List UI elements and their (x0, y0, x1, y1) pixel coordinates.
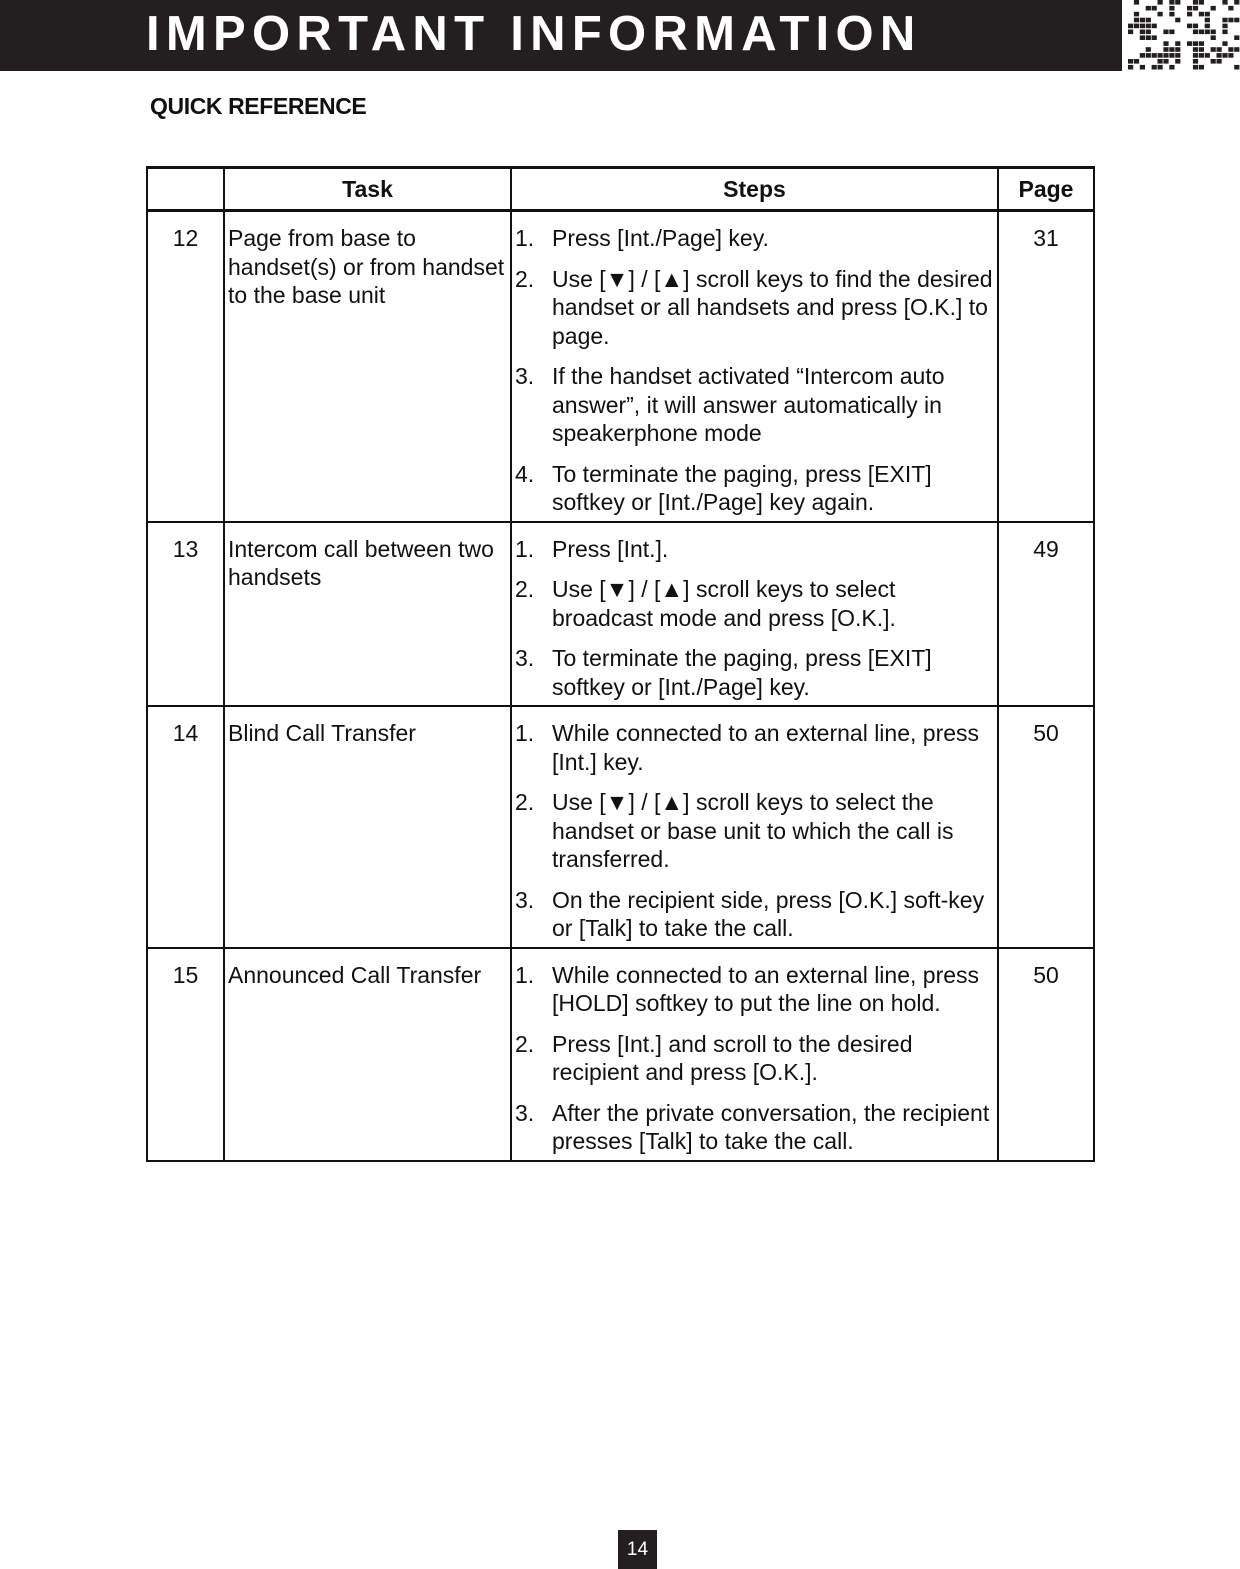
step-item (515, 961, 993, 1018)
step-number: 3. (515, 645, 535, 671)
step-text: Press [Int.]. (552, 535, 669, 562)
step-number: 4. (515, 460, 535, 487)
page-number: 14 (618, 1530, 657, 1569)
table-row (147, 211, 1094, 522)
header-title: IMPORTANT INFORMATION (146, 7, 922, 61)
header-number (147, 168, 224, 211)
step-number: 2. (515, 265, 535, 292)
row-steps (511, 948, 998, 1161)
step-item (515, 460, 993, 517)
row-steps (511, 706, 998, 948)
row-page: 50 (998, 948, 1094, 1161)
table-body (147, 211, 1094, 1161)
step-item (515, 362, 993, 448)
step-item (515, 644, 993, 701)
step-item (515, 535, 993, 564)
step-text: Press [Int.] and scroll to the desired recipient and press [O.K.]. (552, 1030, 913, 1085)
step-number: 2. (515, 1030, 535, 1057)
step-text: Press [Int./Page] key. (552, 225, 769, 251)
section-title: QUICK REFERENCE (150, 93, 367, 119)
step-number: 1. (515, 961, 535, 988)
step-text: On the recipient side, press [O.K.] soft-key or [Talk] to take the call. (552, 886, 985, 941)
header-banner (0, 0, 1122, 71)
row-number: 13 (147, 522, 224, 707)
row-task: Blind Call Transfer (224, 706, 511, 948)
quick-reference-table (146, 166, 1095, 1162)
table-row (147, 948, 1094, 1161)
row-page: 49 (998, 522, 1094, 707)
step-text: If the handset activated “Intercom auto answer”, it will answer automatically in speakerphone mode (552, 363, 945, 446)
step-text: Use [▼] / [▲] scroll keys to select the handset or base unit to which the call is transferred. (552, 789, 954, 872)
step-number: 3. (515, 1099, 535, 1126)
decorative-pattern-icon (1128, 0, 1240, 71)
step-number: 1. (515, 225, 535, 251)
row-steps (511, 522, 998, 707)
step-text: While connected to an external line, press [Int.] key. (552, 720, 980, 775)
row-task: Intercom call between two handsets (224, 522, 511, 707)
row-task: Page from base to handset(s) or from handset to the base unit (224, 211, 511, 522)
row-number: 14 (147, 706, 224, 948)
header-page: Page (998, 168, 1094, 211)
step-text: While connected to an external line, press [HOLD] softkey to put the line on hold. (552, 961, 980, 1016)
header-steps: Steps (511, 168, 998, 211)
row-number: 15 (147, 948, 224, 1161)
step-number: 2. (515, 576, 535, 602)
step-text: Use [▼] / [▲] scroll keys to find the desired handset or all handsets and press [O.K.] to page. (552, 265, 993, 349)
step-item (515, 224, 993, 253)
step-item (515, 886, 993, 943)
step-text: Use [▼] / [▲] scroll keys to select broadcast mode and press [O.K.]. (552, 576, 896, 631)
table-row (147, 706, 1094, 948)
row-task: Announced Call Transfer (224, 948, 511, 1161)
step-text: To terminate the paging, press [EXIT] softkey or [Int./Page] key. (552, 645, 932, 700)
step-item (515, 265, 993, 351)
row-number: 12 (147, 211, 224, 522)
step-number: 2. (515, 789, 535, 815)
row-page: 50 (998, 706, 1094, 948)
step-text: After the private conversation, the recipient presses [Talk] to take the call. (552, 1099, 990, 1154)
step-number: 1. (515, 535, 535, 562)
step-item (515, 1099, 993, 1156)
table-row (147, 522, 1094, 707)
table-header-row (147, 168, 1094, 211)
step-number: 3. (515, 886, 535, 913)
row-page: 31 (998, 211, 1094, 522)
step-item (515, 1030, 993, 1087)
step-item (515, 788, 993, 874)
step-text: To terminate the paging, press [EXIT] softkey or [Int./Page] key again. (552, 460, 932, 515)
step-item (515, 719, 993, 776)
header-task: Task (224, 168, 511, 211)
step-item (515, 575, 993, 632)
step-number: 1. (515, 720, 535, 746)
row-steps (511, 211, 998, 522)
step-number: 3. (515, 363, 535, 389)
